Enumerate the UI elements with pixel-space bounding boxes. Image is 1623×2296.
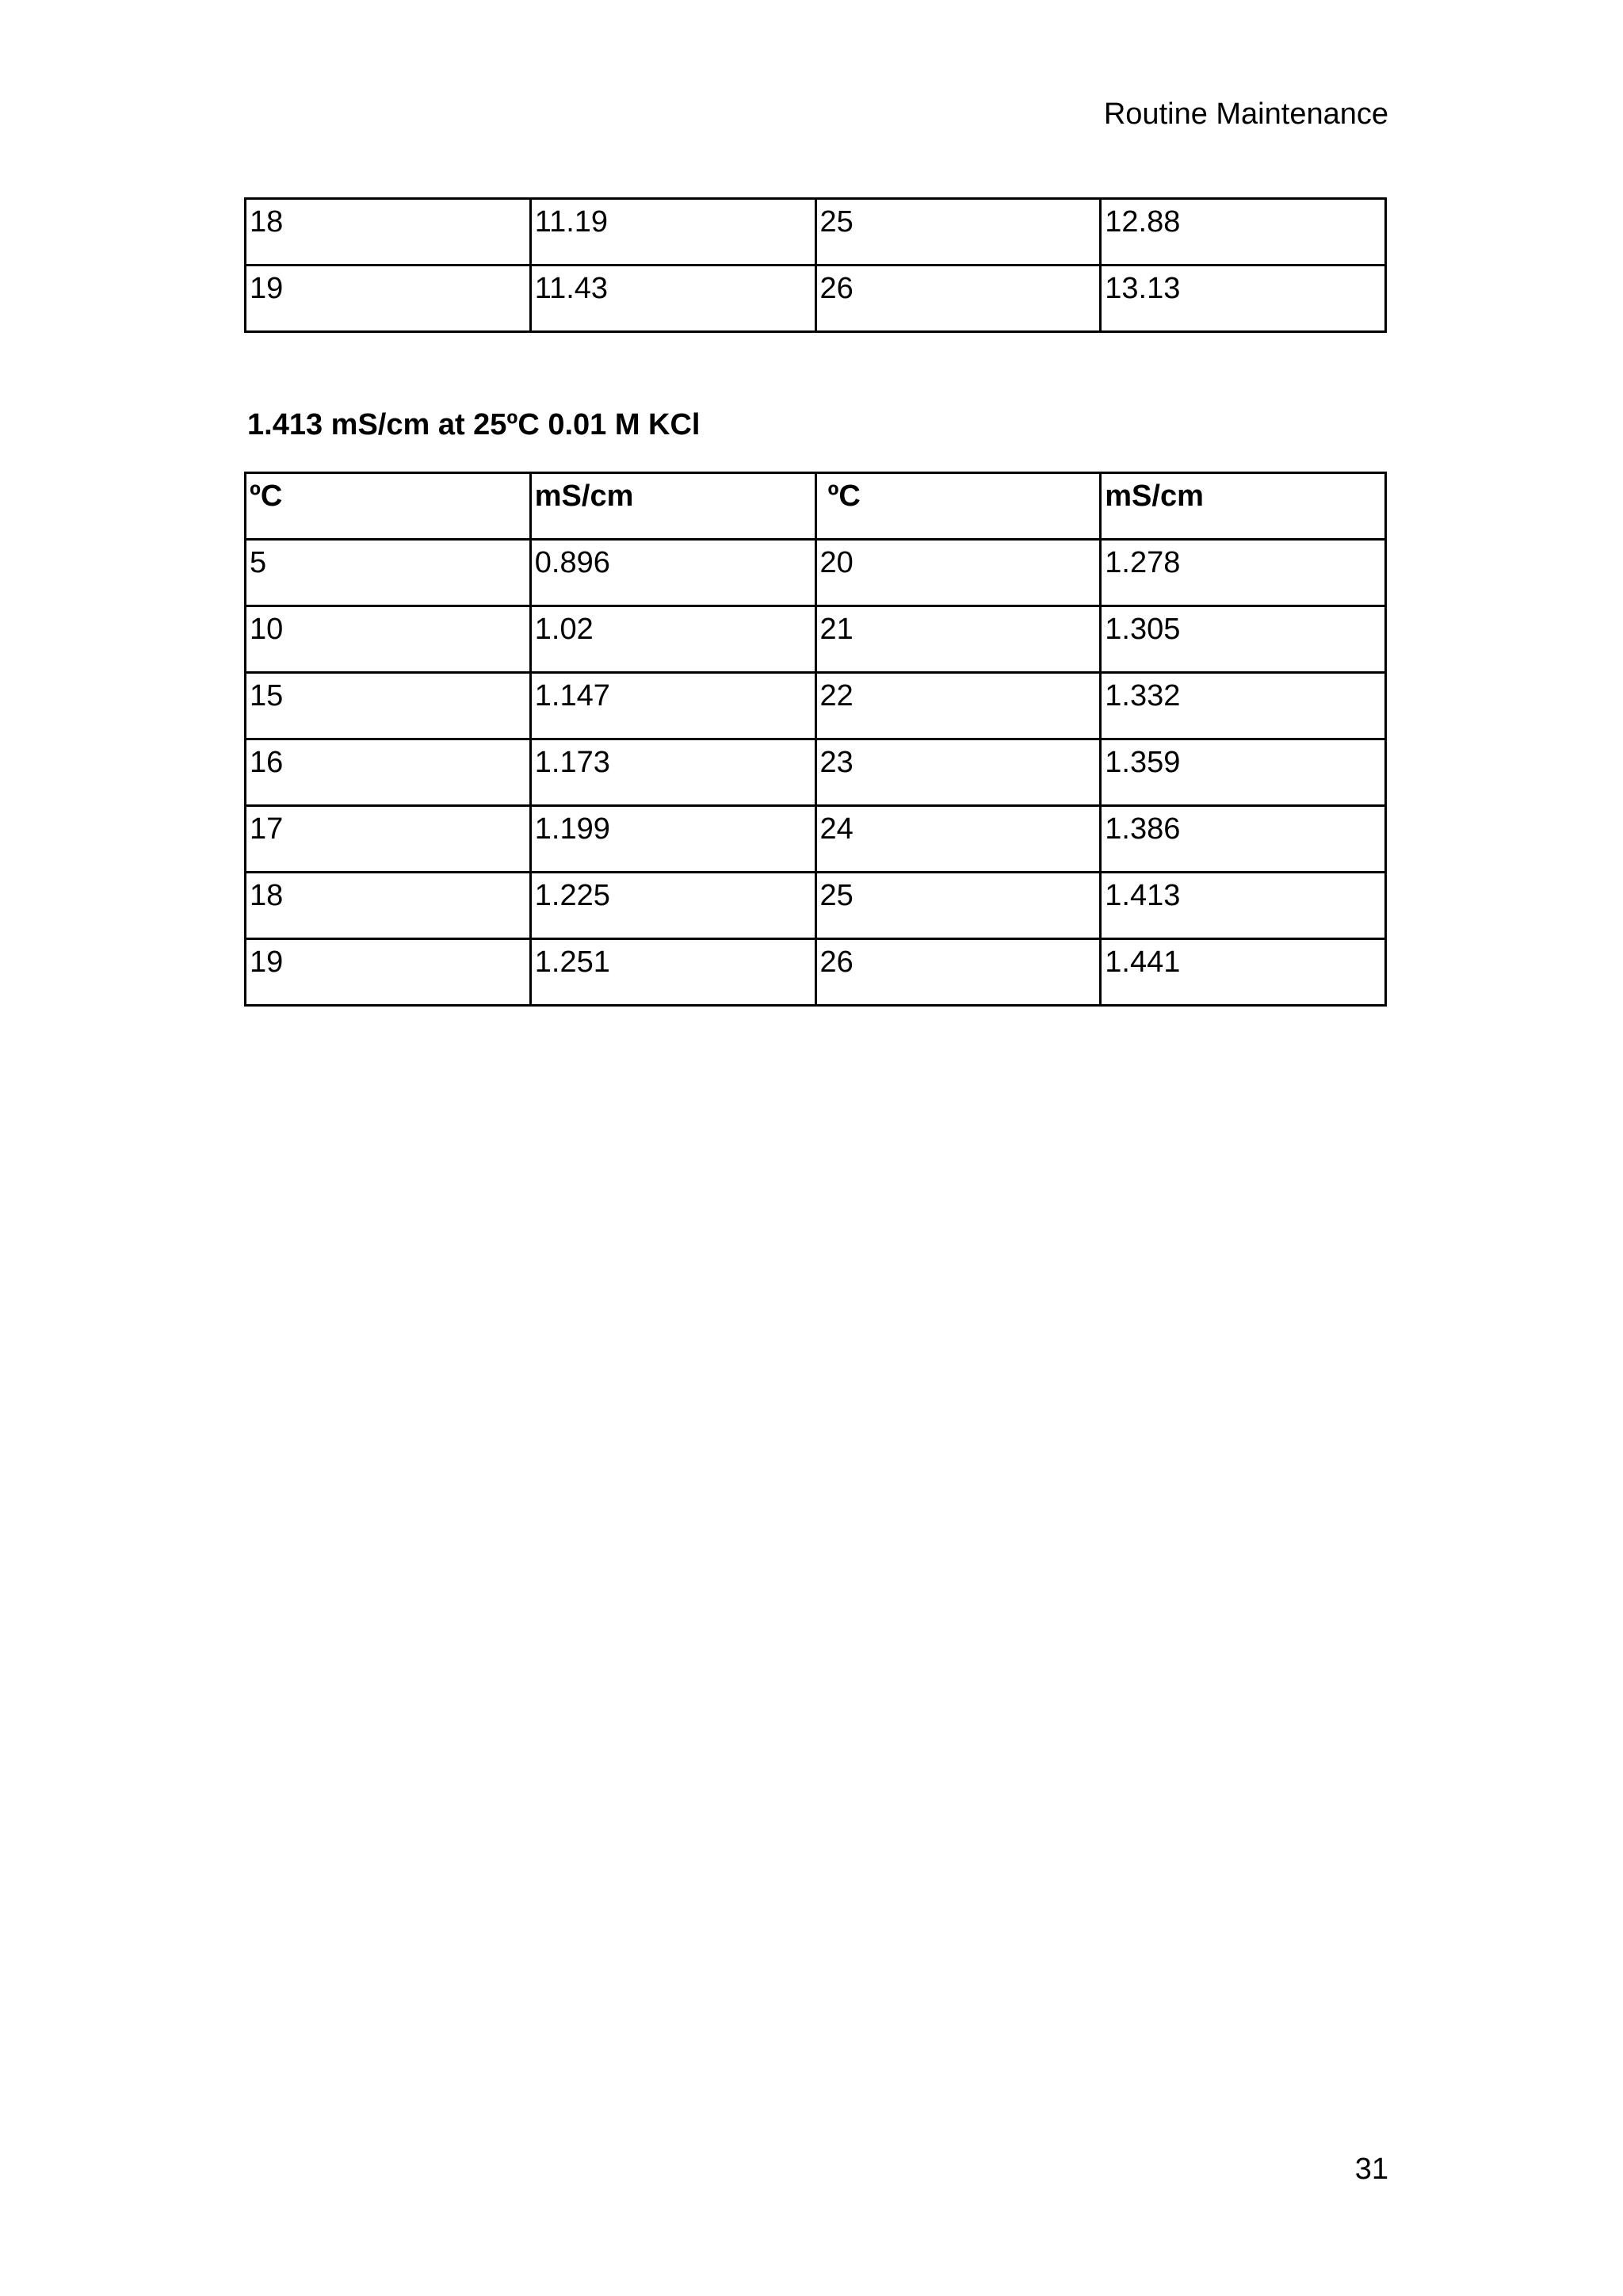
table-row: [246, 540, 1386, 606]
table-cell: 19: [246, 266, 531, 332]
table-cell: 18: [246, 199, 531, 266]
table-cell: 24: [815, 806, 1101, 873]
table-row: [246, 873, 1386, 939]
table-cell: 20: [815, 540, 1101, 606]
table-cell: 17: [246, 806, 531, 873]
table-cell: 12.88: [1101, 199, 1386, 266]
table-cell: 1.359: [1101, 739, 1386, 806]
table-cell: 1.147: [530, 673, 815, 739]
table-cell: 0.896: [530, 540, 815, 606]
table-cell: 18: [246, 873, 531, 939]
table-cell: 1.199: [530, 806, 815, 873]
table-row: [246, 739, 1386, 806]
conductivity-table-continued: [244, 197, 1387, 333]
column-header-conductivity: mS/cm: [530, 473, 815, 540]
table-cell: 1.225: [530, 873, 815, 939]
table-row: [246, 606, 1386, 673]
table-cell: 10: [246, 606, 531, 673]
table-cell: 26: [815, 939, 1101, 1006]
kcl-section-title: 1.413 mS/cm at 25ºC 0.01 M KCl: [247, 408, 701, 441]
table-row: [246, 266, 1386, 332]
table-row: [246, 806, 1386, 873]
table-cell: 26: [815, 266, 1101, 332]
column-header-temperature: ºC: [246, 473, 531, 540]
running-header: Routine Maintenance: [1103, 97, 1388, 131]
table-cell: 11.43: [530, 266, 815, 332]
page-number: 31: [1354, 2153, 1388, 2186]
table-cell: 1.332: [1101, 673, 1386, 739]
table-header-row: [246, 473, 1386, 540]
table-cell: 23: [815, 739, 1101, 806]
table-cell: 16: [246, 739, 531, 806]
table-row: [246, 199, 1386, 266]
table-row: [246, 939, 1386, 1006]
column-header-conductivity: mS/cm: [1101, 473, 1386, 540]
table-cell: 1.413: [1101, 873, 1386, 939]
table-cell: 1.173: [530, 739, 815, 806]
table-cell: 22: [815, 673, 1101, 739]
table-cell: 13.13: [1101, 266, 1386, 332]
table-cell: 11.19: [530, 199, 815, 266]
table-cell: 25: [815, 199, 1101, 266]
kcl-conductivity-table: [244, 472, 1387, 1007]
table-cell: 1.386: [1101, 806, 1386, 873]
table-cell: 15: [246, 673, 531, 739]
table-cell: 19: [246, 939, 531, 1006]
column-header-temperature: ºC: [815, 473, 1101, 540]
table-row: [246, 673, 1386, 739]
table-cell: 1.305: [1101, 606, 1386, 673]
table-cell: 1.441: [1101, 939, 1386, 1006]
table-cell: 1.278: [1101, 540, 1386, 606]
table-cell: 5: [246, 540, 531, 606]
table-cell: 1.02: [530, 606, 815, 673]
table-cell: 21: [815, 606, 1101, 673]
table-cell: 1.251: [530, 939, 815, 1006]
table-cell: 25: [815, 873, 1101, 939]
